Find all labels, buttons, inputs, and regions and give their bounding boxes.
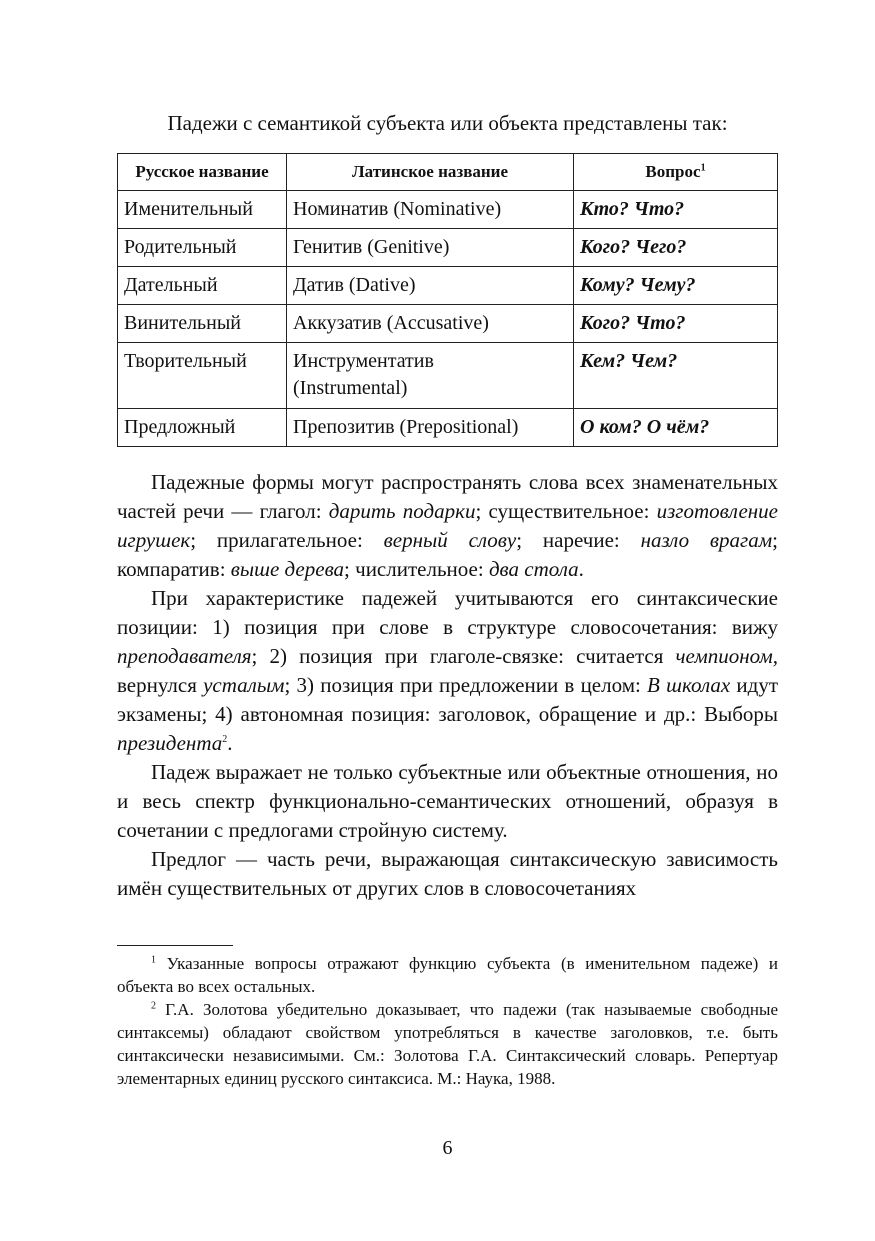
header-latin-name: Латинское название [287,154,574,191]
table-row [118,409,778,447]
text-run: идут экзамены; 4) автономная позиция: заголовок, обращение и др.: Выборы [117,673,779,726]
example-run: преподавателя [117,644,252,668]
table-row [118,267,778,305]
cases-table [117,153,778,447]
text-run: ; наречие: [516,528,641,552]
case-question: О ком? О чём? [574,409,778,447]
table-row [118,305,778,343]
footnote-text: Г.А. Золотова убедительно доказывает, что падежи (так называемые свободные синтаксемы) обладают свойством употребляться в качестве заголовков, т.е. быть синтаксически независимыми. См.: Золотова Г.А. Синтаксический словарь. Репертуар элементарных единиц русского синтаксиса. М.: Наука, 1988. [117,1000,778,1088]
header-question [574,154,778,191]
russian-name: Дательный [118,267,287,305]
footnote-mark: 1 [151,954,156,966]
table-row [118,343,778,409]
header-russian-name: Русское название [118,154,287,191]
latin-name: Номинатив (Nominative) [287,191,574,229]
latin-name: Препозитив (Prepositional) [287,409,574,447]
text-run: ; компаратив: [117,528,778,581]
body-text [117,468,778,903]
text-run: ; числительное: [344,557,489,581]
example-run: выше дерева [230,557,345,581]
header-question-label: Вопрос [645,162,701,181]
latin-name-line-2: (Instrumental) [293,377,408,399]
page-number: 6 [442,1137,453,1159]
example-run: верный слову [383,528,517,552]
text-run: ; 3) позиция при предложении в целом: [284,673,648,697]
example-run: президента [117,731,223,755]
text-run: вернулся [117,673,204,697]
text-run: . [227,731,233,755]
footnote-2 [117,998,778,1090]
example-run: В школах [647,673,731,697]
text-run: ; 2) позиция при глаголе-связке: считается [251,644,676,668]
russian-name: Предложный [118,409,287,447]
table-row [118,229,778,267]
latin-name: Датив (Dative) [287,267,574,305]
example-run: усталым [203,673,285,697]
table-row [118,191,778,229]
paragraph-case-meaning: Падеж выражает не только субъектные или объектные отношения, но и весь спектр функционально-семантических отношений, образуя в сочетании с предлогами стройную систему. [117,760,778,842]
example-run: дарить подарки [328,499,476,523]
text-run: . [578,557,584,581]
latin-name: Аккузатив (Accusative) [287,305,574,343]
footnote-text: Указанные вопросы отражают функцию субъекта (в именительном падеже) и объекта во всех остальных. [117,954,778,996]
example-run: изготовление игрушек [117,499,778,552]
case-question: Кого? Что? [574,305,778,343]
footnote-ref-2: 2 [222,734,228,745]
case-question: Кем? Чем? [574,343,778,409]
footnote-ref-1: 1 [700,162,706,174]
text-run: ; существительное: [475,499,657,523]
table-intro: Падежи с семантикой субъекта или объекта представлены так: [167,111,728,135]
latin-name [287,343,574,409]
latin-name: Генитив (Genitive) [287,229,574,267]
paragraph-syntactic-positions [117,584,778,758]
footnotes [117,952,778,1090]
case-question: Кого? Чего? [574,229,778,267]
latin-name-line-1: Инструментатив [293,350,434,372]
text-run: ; прилагательное: [190,528,384,552]
russian-name: Творительный [118,343,287,409]
footnote-1 [117,952,778,998]
example-run: назло врагам [640,528,773,552]
case-question: Кому? Чему? [574,267,778,305]
example-run: два стола [488,557,579,581]
russian-name: Именительный [118,191,287,229]
paragraph-preposition: Предлог — часть речи, выражающая синтаксическую зависимость имён существительных от других слов в словосочетаниях [117,847,778,900]
example-run: чемпионом, [675,644,778,668]
paragraph-case-forms [117,468,778,584]
footnote-separator [117,945,233,946]
table-header-row [118,154,778,191]
text-run: При характеристике падежей учитываются его синтаксические позиции: 1) позиция при слове в структуре словосочетания: вижу [117,586,778,639]
case-question: Кто? Что? [574,191,778,229]
footnote-mark: 2 [151,1000,156,1012]
russian-name: Винительный [118,305,287,343]
russian-name: Родительный [118,229,287,267]
text-run: Падежные формы могут распространять слова всех знаменательных частей речи — глагол: [117,470,778,523]
